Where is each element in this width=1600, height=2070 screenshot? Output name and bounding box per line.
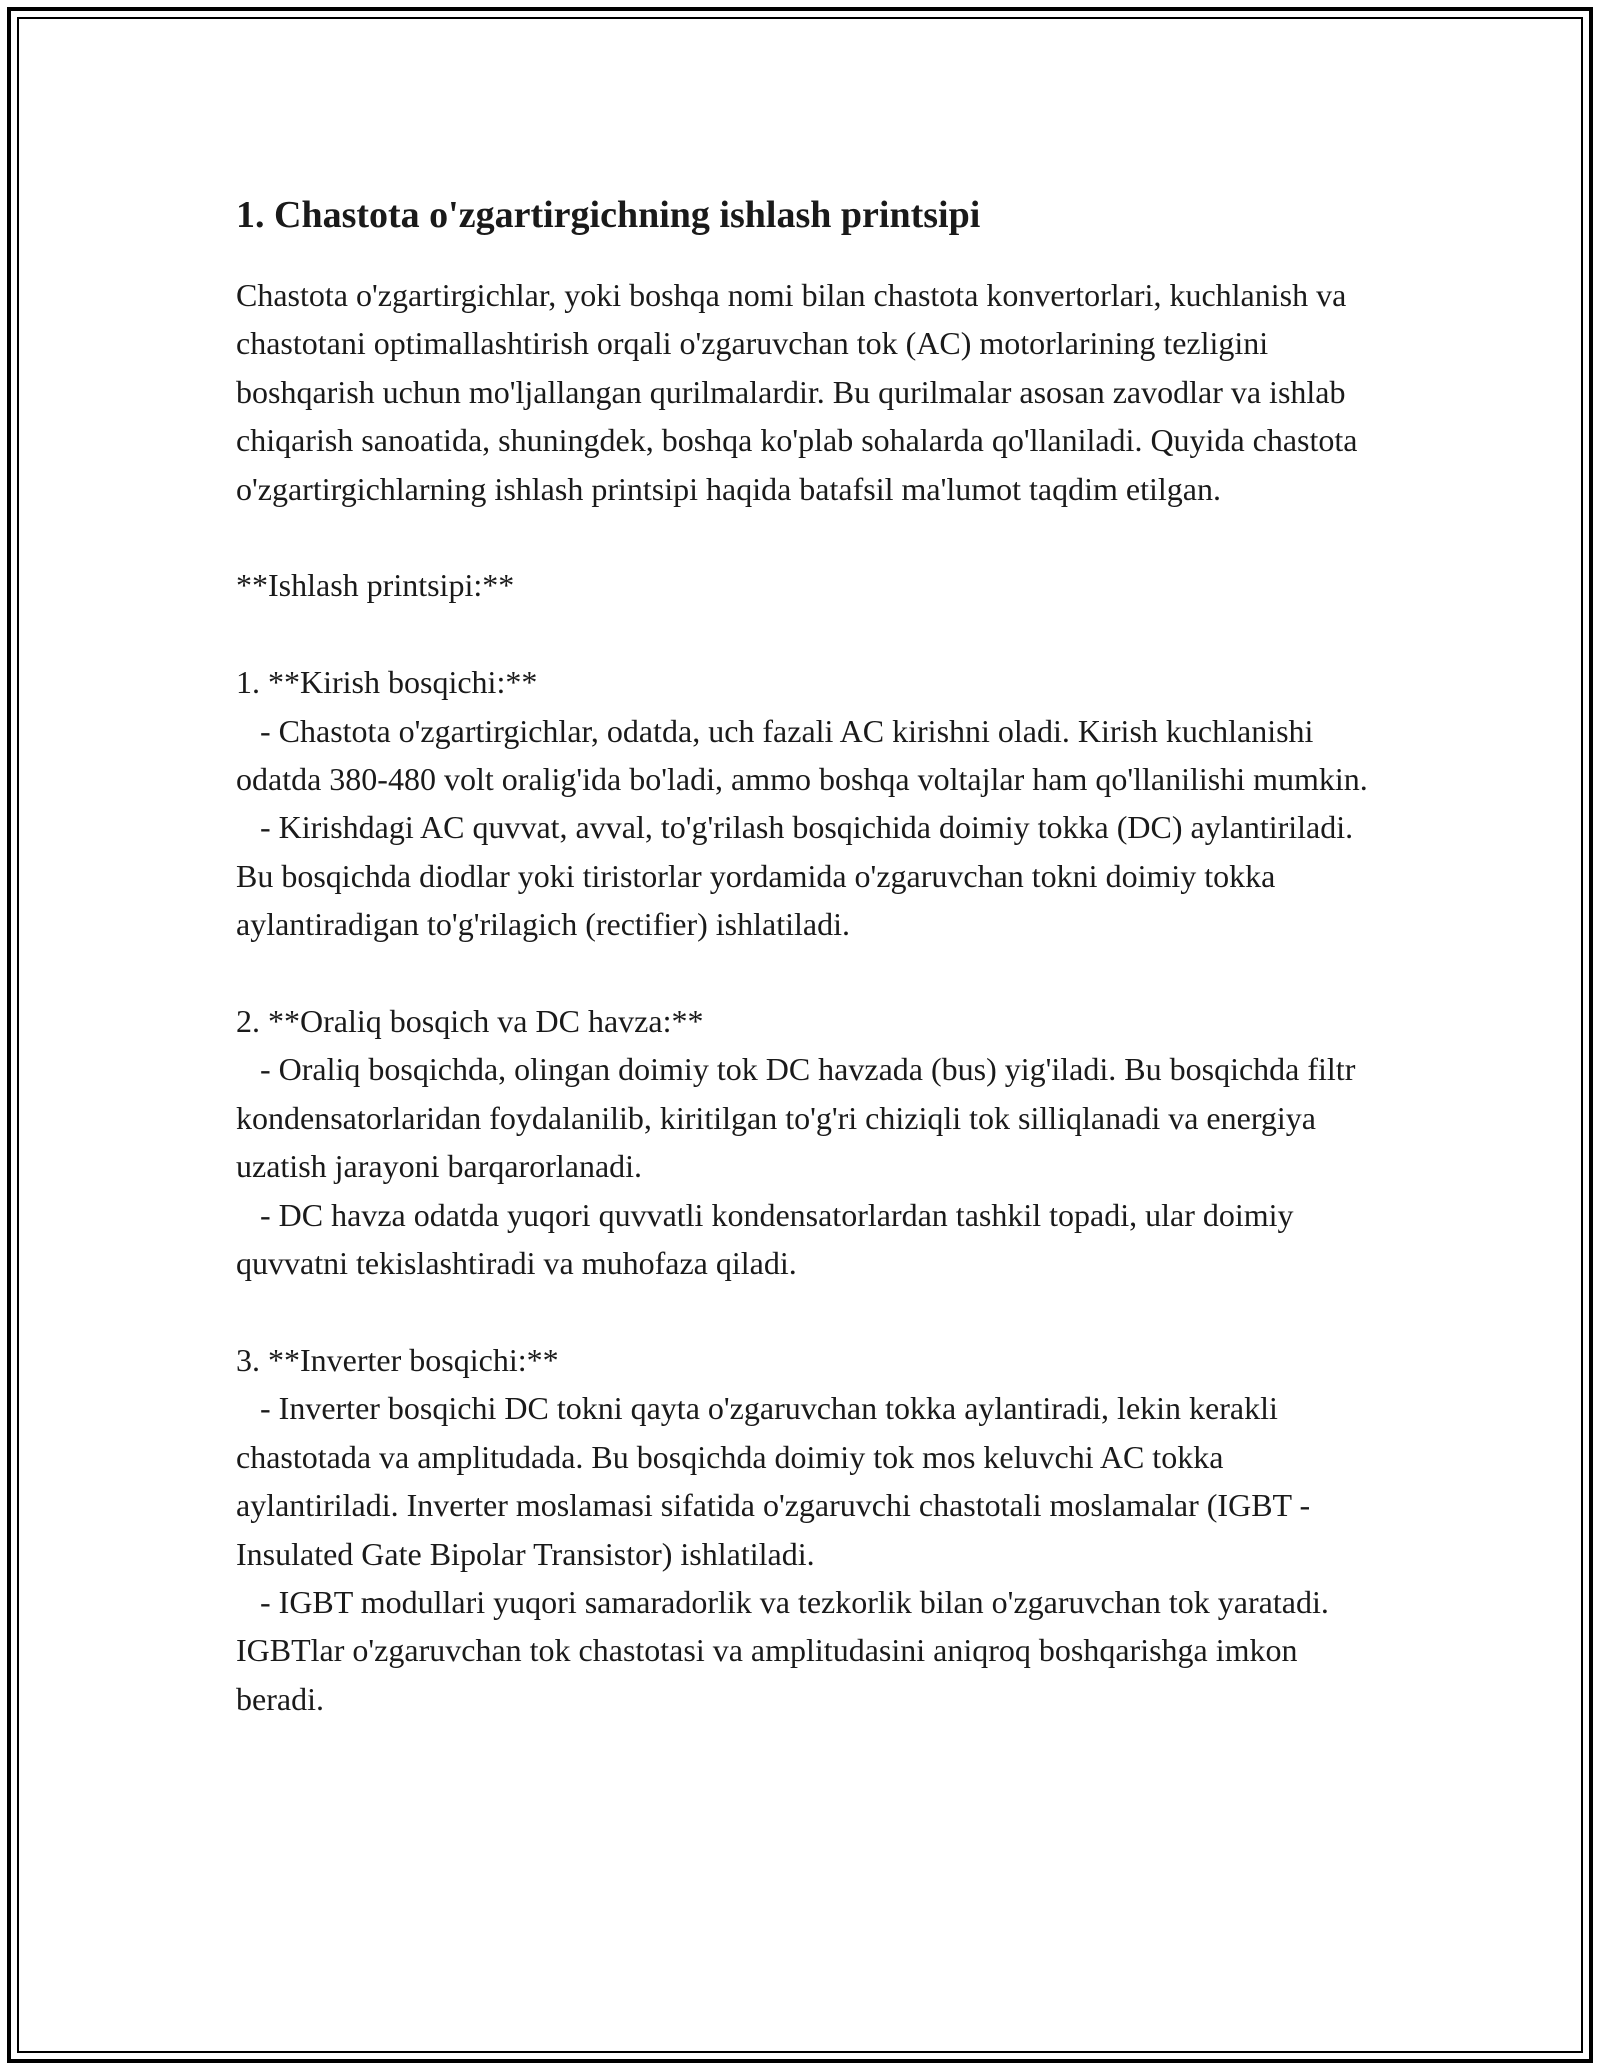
section-bullet: - Inverter bosqichi DC tokni qayta o'zgaruvchan tokka aylantiradi, lekin kerakli chastotada va amplitudada. Bu bosqichda doimiy tok mos keluvchi AC tokka aylantiriladi. Inverter moslamasi sifatida o'zgaruvchi chastotali moslamalar (IGBT - Insulated Gate Bipolar Transistor) ishlatiladi.: [236, 1390, 1319, 1572]
intro-paragraph: Chastota o'zgartirgichlar, yoki boshqa nomi bilan chastota konvertorlari, kuchlanish va chastotani optimallashtirish orqali o'zgaruvchan tok (AC) motorlarining tezligini boshqarish uchun mo'ljallangan qurilmalardir. Bu qurilmalar asosan zavodlar va ishlab chiqarish sanoatida, shuningdek, boshqa ko'plab sohalarda qo'llaniladi. Quyida chastota o'zgartirgichlarning ishlash printsipi haqida batafsil ma'lumot taqdim etilgan.: [236, 277, 1366, 507]
spacer: [236, 610, 1376, 658]
section-heading: 2. **Oraliq bosqich va DC havza:**: [236, 1003, 704, 1040]
document-title: 1. Chastota o'zgartirgichning ishlash printsipi: [236, 194, 981, 236]
spacer: [236, 513, 1376, 561]
section-heading: 3. **Inverter bosqichi:**: [236, 1341, 559, 1378]
spacer: [236, 1287, 1376, 1335]
principle-heading: **Ishlash printsipi:**: [236, 567, 515, 604]
section-bullet: - Chastota o'zgartirgichlar, odatda, uch fazali AC kirishni oladi. Kirish kuchlanishi odatda 380-480 volt oralig'ida bo'ladi, ammo boshqa voltajlar ham qo'llanilishi mumkin.: [236, 712, 1368, 798]
section-bullet: - Kirishdagi AC quvvat, avval, to'g'rilash bosqichida doimiy tokka (DC) aylantiriladi. Bu bosqichda diodlar yoki tiristorlar yordamida o'zgaruvchan tokni doimiy tokka aylantiradigan to'g'rilagich (rectifier) ishlatiladi.: [236, 809, 1362, 943]
spacer: [236, 949, 1376, 997]
document-body: [236, 185, 1376, 1723]
section-bullet: - DC havza odatda yuqori quvvatli kondensatorlardan tashkil topadi, ular doimiy quvvatni tekislashtiradi va muhofaza qiladi.: [236, 1196, 1302, 1282]
section-bullet: - Oraliq bosqichda, olingan doimiy tok DC havzada (bus) yig'iladi. Bu bosqichda filtr kondensatorlaridan foydalanilib, kiritilgan to'g'ri chiziqli tok silliqlanadi va energiya uzatish jarayoni barqarorlanadi.: [236, 1051, 1364, 1185]
section-bullet: - IGBT modullari yuqori samaradorlik va tezkorlik bilan o'zgaruvchan tok yaratadi. IGBTlar o'zgaruvchan tok chastotasi va amplitudasini aniqroq boshqarishga imkon beradi.: [236, 1583, 1337, 1717]
section-heading: 1. **Kirish bosqichi:**: [236, 664, 538, 701]
